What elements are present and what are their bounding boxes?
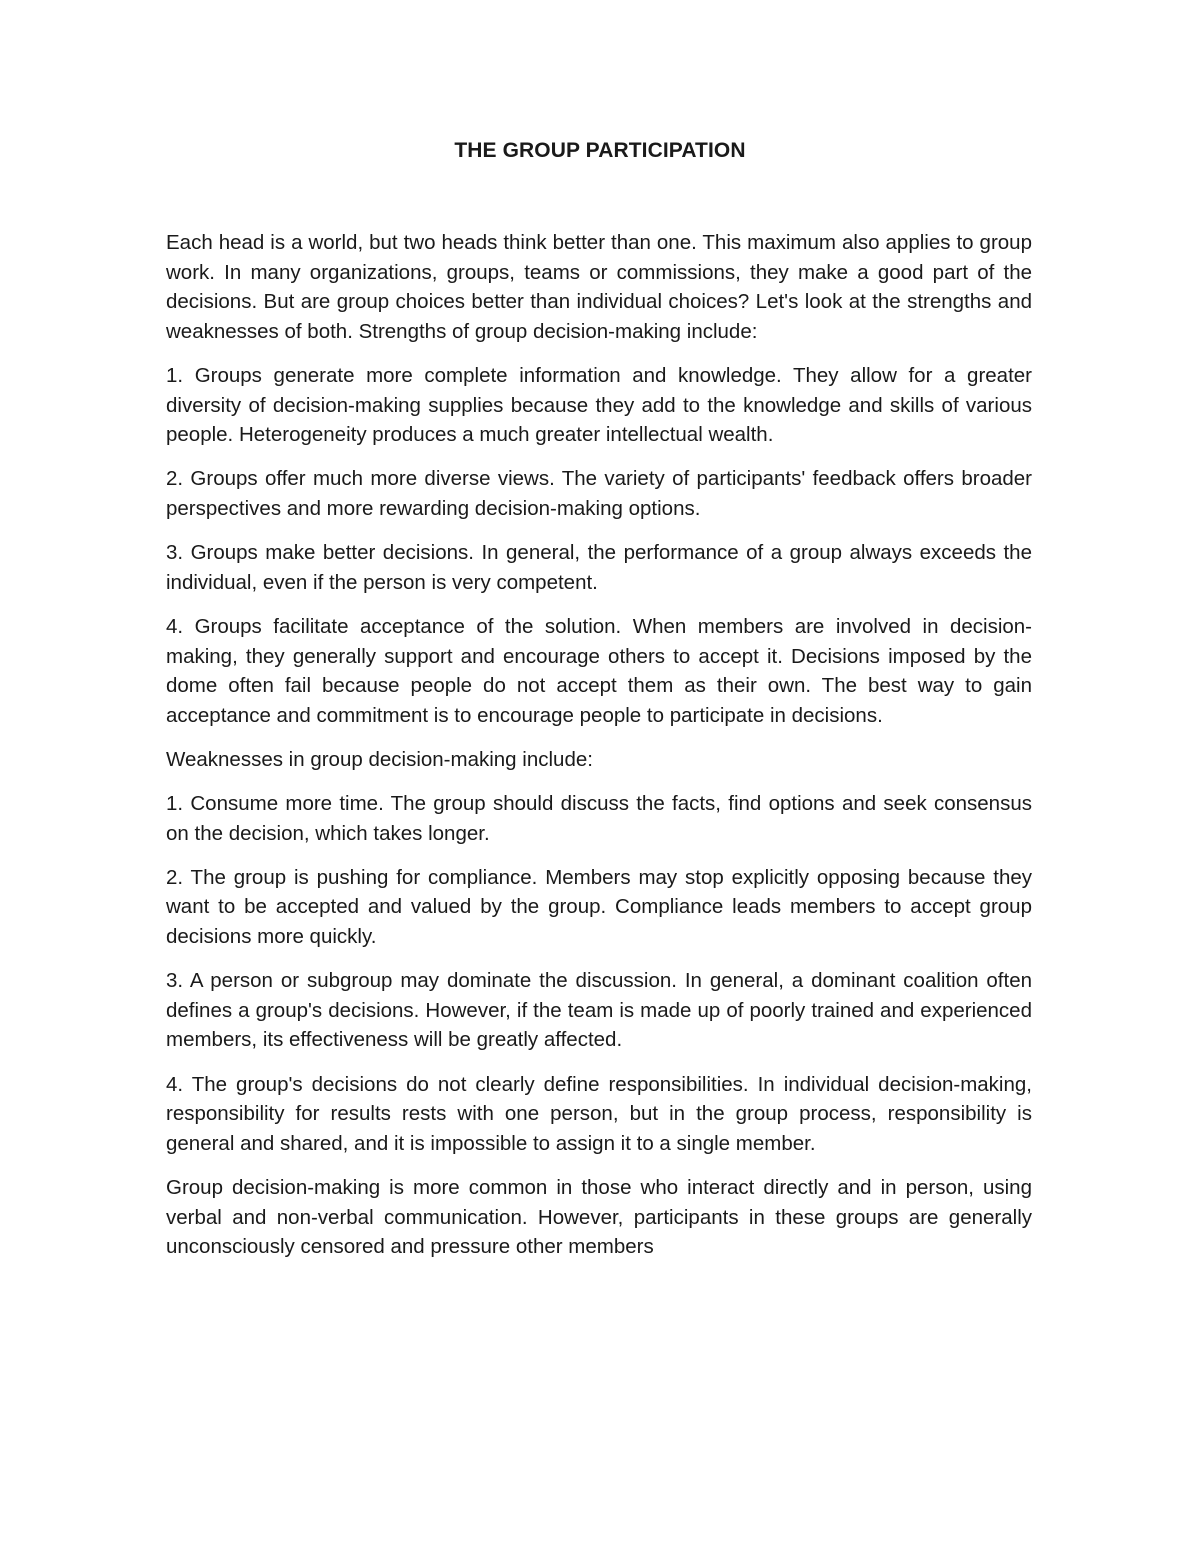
paragraph-weakness-4: 4. The group's decisions do not clearly define responsibilities. In individual decision-making, responsibility for results rests with one person, but in the group process, responsibility is general and shared, and it is impossible to assign it to a single member. xyxy=(166,1072,1032,1155)
document-body xyxy=(166,228,1032,1276)
paragraph-weaknesses-heading: Weaknesses in group decision-making include: xyxy=(166,747,593,771)
paragraph-intro: Each head is a world, but two heads think better than one. This maximum also applies to group work. In many organizations, groups, teams or commissions, they make a good part of the decisions. But are group choices better than individual choices? Let's look at the strengths and weaknesses of both. Strengths of group decision-making include: xyxy=(166,231,1032,343)
document-title: THE GROUP PARTICIPATION xyxy=(454,139,746,162)
paragraph-strength-4: 4. Groups facilitate acceptance of the solution. When members are involved in decision-making, they generally support and encourage others to accept it. Decisions imposed by the dome often fail because people do not accept them as their own. The best way to gain acceptance and commitment is to encourage people to participate in decisions. xyxy=(166,614,1032,727)
paragraph-weakness-3: 3. A person or subgroup may dominate the discussion. In general, a dominant coalition often defines a group's decisions. However, if the team is made up of poorly trained and experienced members, its effectiveness will be greatly affected. xyxy=(166,969,1032,1052)
paragraph-strength-3: 3. Groups make better decisions. In general, the performance of a group always exceeds the individual, even if the person is very competent. xyxy=(166,541,1032,594)
paragraph-weakness-2: 2. The group is pushing for compliance. Members may stop explicitly opposing because they want to be accepted and valued by the group. Compliance leads members to accept group decisions more quickly. xyxy=(166,865,1032,949)
paragraph-conclusion: Group decision-making is more common in those who interact directly and in person, using verbal and non-verbal communication. However, participants in these groups are generally unconsciously censored and pressure other members xyxy=(166,1175,1032,1259)
paragraph-weakness-1: 1. Consume more time. The group should discuss the facts, find options and seek consensus on the decision, which takes longer. xyxy=(166,792,1032,845)
paragraph-strength-1: 1. Groups generate more complete information and knowledge. They allow for a greater diversity of decision-making supplies because they add to the knowledge and skills of various people. Heterogeneity produces a much greater intellectual wealth. xyxy=(166,363,1032,447)
paragraph-strength-2: 2. Groups offer much more diverse views. The variety of participants' feedback offers broader perspectives and more rewarding decision-making options. xyxy=(166,467,1032,520)
